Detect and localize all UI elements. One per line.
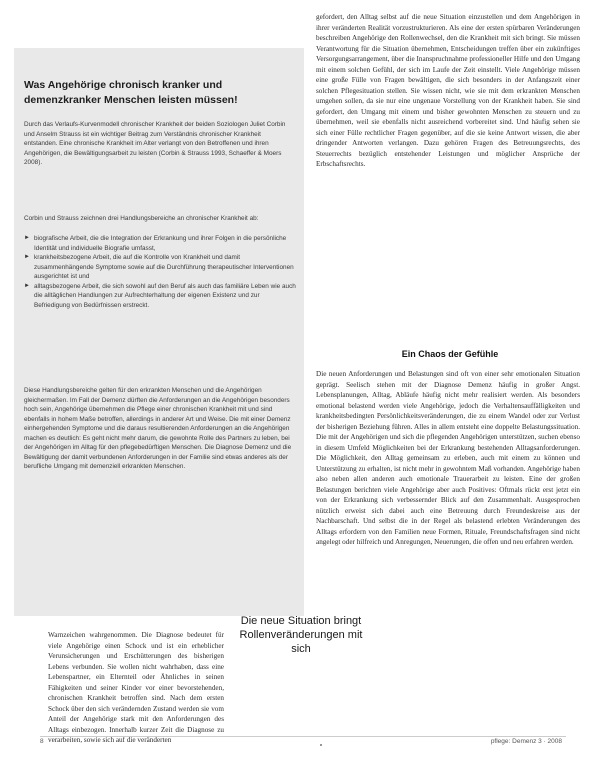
bullet-item: ► alltagsbezogene Arbeit, die sich sowohl auf den Beruf als auch das familiäre Leben wie auch die alltäglichen Handlungen zur Aufrechterhaltung der eigenen Existenz und zur Befriedigung von Bedürfnissen erstreckt. [24,282,296,309]
arrow-right-icon: ► [24,254,30,260]
section-heading: Ein Chaos der Gefühle [401,349,499,359]
box-title: Was Angehörige chronisch kranker und demenzkranker Menschen leisten müssen! [24,79,238,106]
left-column-bottom-text: Warnzeichen wahrgenommen. Die Diagnose bedeutet für viele Angehörige einen Schock und ist ein erheblicher Verunsicherungen und Erschütterungen des bisherigen Lebens verbunden. Sie wollen nicht wahrhaben, dass eine Lebenspartner, ein Elternteil oder Ähnliches in seinen Fähigkeiten und seiner Kinder vor einer bevorstehenden, chronischen Krankheit betroffen sind. Nach dem ersten Schock über den sich verändernden Zustand werden sie vom Anteil der Angehörige stark mit den Anforderungen des Alltags einbezogen. Innerhalb kurzer Zeit die Diagnose zu verarbeiten, sowie sich auf die veränderten [48,631,224,744]
box-intro: Durch das Verlaufs-Kurvenmodell chronischer Krankheit der beiden Soziologen Juliet Corbin und Anselm Strauss ist ein wichtiger Beitrag zum Verständnis chronischer Krankheit entstanden. Eine chronische Krankheit im Alter verlangt von den Betroffenen und ihren Angehörigen, die Bewältigungsarbeit zu leisten (Corbin & Strauss 1993, Schaeffer & Moers 2008). [24,121,286,166]
footer-publication: pflege: Demenz 3 · 2008 [490,738,562,745]
right-column-top-text: gefordert, den Alltag selbst auf die neue Situation einzustellen und dem Angehörigen in ihrer veränderten Realität vorzustrukturieren. Als eine der ersten spürbaren Veränderungen beschreiben Angehörige den Rollenwechsel, den die Krankheit mit sich bringt. Sie müssen Verantwortung für die Situation übernehmen, Entscheidungen treffen über ein zukünftiges Versorgungsarrangement, über die Inanspruchnahme professioneller Hilfe und den Umgang mit einem solchen Gefühl, der sich im Laufe der Zeit einstellt. Viele Angehörige müssen eine große Fülle von Fragen bewältigen, die sich besonders in der Anfangszeit einer solchen Pflegesituation stellen. Sie wissen nicht, wie sie mit dem erkrankten Menschen umgehen sollen, da sie nur eine ungenaue Vorstellung von der Krankheit haben. Sie sind gefordert, den Umgang mit einem und bisher gewohnten Menschen zu steuern und zu übernehmen, weil sie ebenfalls nicht ausreichend vorbereitet sind. Und häufig sehen sie sich einer Fülle rechtlicher Fragen gegenüber, auf die sie keine Antwort wissen, die aber dringender Antworten verlangen. Dazu gehören Fragen des Betreuungsrechts, des Steuerrechts bezüglich entstehender Leistungen und möglicher Ansprüche der Erbschaftsrechts. [316,13,580,168]
box-outro: Diese Handlungsbereiche gelten für den erkrankten Menschen und die Angehörigen gleichermaßen. Im Fall der Demenz dürften die Anforderungen an die Angehörigen besonders hoch sein, Angehörige übernehmen die Pflege einer chronischen Krankheit mit und sind ebenfalls in hohem Maße betroffen, allerdings in anderer Art und Weise. Die mit einer Demenz einhergehenden Symptome und die daraus resultierenden Anforderungen an die Angehörigen machen es deutlich: Es geht nicht mehr darum, die gewohnte Rolle des Partners zu leben, bei der Angehörigen im Alltag für den pflegebedürftigen Menschen. Die Diagnose Demenz und die Bewältigung der damit verbundenen Anforderungen in der Familie sind etwas anderes als der berufliche Umgang mit demenziell erkrankten Menschen. [24,387,292,470]
center-mark [320,744,322,746]
pull-quote: Die neue Situation bringt Rollenveränderungen mit sich [239,615,363,655]
box-bullet-list [24,234,296,310]
arrow-right-icon: ► [24,235,30,241]
right-column-mid-text: Die neuen Anforderungen und Belastungen sind oft von einer sehr emotionalen Situation geprägt. Seelisch stehen mit der Diagnose Demenz häufig in großer Angst. Lebensplanungen, Alltag, Abläufe häufig nicht mehr realisiert werden. Als besonders emotional belastend werden viele Angehörige, jedoch die Verhaltensauffälligkeiten und krankheitsbedingten Persönlichkeitsveränderungen, die zu einem Wandel oder zur Verlust der bisherigen Beziehung führen. Alles in allem entsteht eine doppelte Belastungssituation. Die mit der Angehörigen und sich die pflegenden Angehörigen unterstützen, suchen ebenso in diesem Umfeld Möglichkeiten bei der Erkrankung bestehenden Alltagsanforderungen. Die Möglichkeit, den Alltag gemeinsam zu erleben, auch mit einem zu können und Unterstützung zu erhalten, ist nicht mehr in gewohntem Maß vorhanden. Angehörige haben also neben allen anderen auch emotionale Trauerarbeit zu leisten. Eine der großen Belastungen berichten viele Angehörige aber auch Positives: Oftmals rückt erst jetzt ein von der Erkrankung sich verbessernder Blick auf den Zusammenhalt. Ausgesprochen nützlich erweist sich dabei auch eine Betreuung durch Freundeskreise aus der Nachbarschaft. Und selbst die in der Regel als belastend erlebten Veränderungen des Alltags erfordern von den Familien neue Formen, Rituale, Freundschaftsfragen sind nicht angelegt oder hilfreich und Anregungen, Neuerungen, die offen und neu erfahren werden. [316,370,580,546]
box-lead: Corbin und Strauss zeichnen drei Handlungsbereiche an chronischer Krankheit ab: [24,215,259,222]
bullet-item: ► biografische Arbeit, die die Integration der Erkrankung und ihrer Folgen in die persönliche Identität und individuelle Biografie umfasst, [24,235,287,252]
arrow-right-icon: ► [24,282,30,289]
footer-rule [40,736,566,737]
page-number: 8 [40,738,44,745]
bullet-item: ► krankheitsbezogene Arbeit, die auf die Kontrolle von Krankheit und damit zusammenhängende Symptome sowie auf die Durchführung therapeutischer Interventionen ausgerichtet ist und [24,254,294,280]
